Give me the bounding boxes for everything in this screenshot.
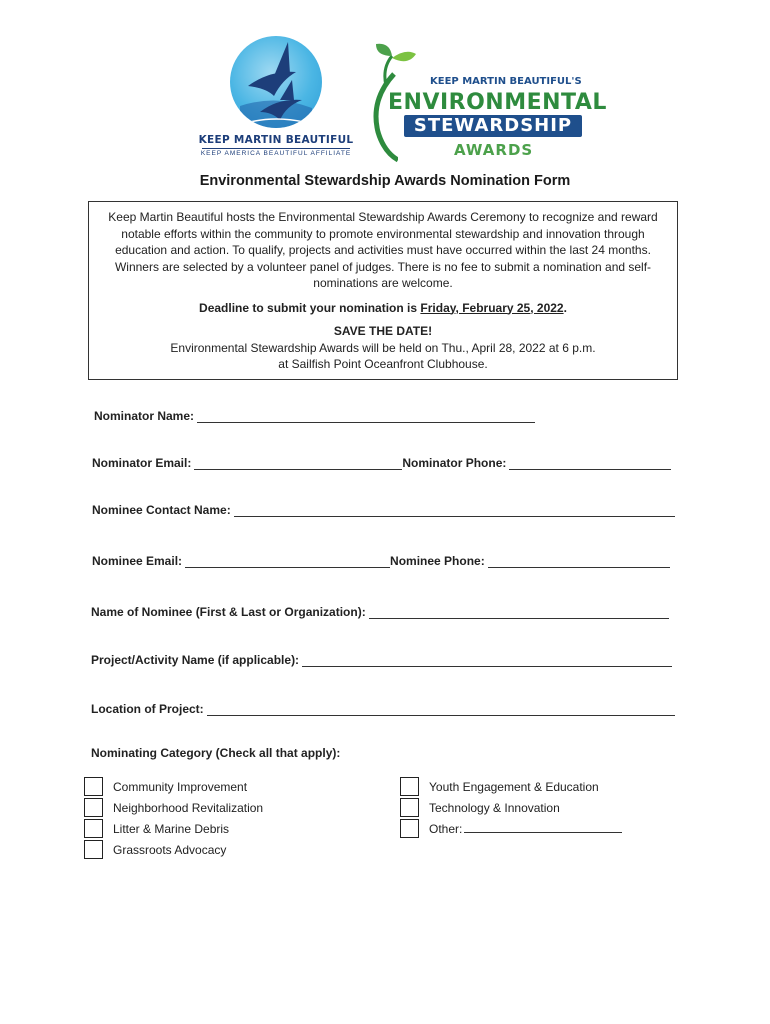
kmb-logo-rule xyxy=(202,148,350,149)
sailfish-circle-icon xyxy=(230,36,322,128)
nominator-email-input[interactable] xyxy=(194,457,402,470)
category-option-label: Neighborhood Revitalization xyxy=(113,800,264,815)
awards-logo-top: KEEP MARTIN BEAUTIFUL'S xyxy=(430,76,582,87)
location-input[interactable] xyxy=(207,703,675,716)
intro-text: Keep Martin Beautiful hosts the Environmental Stewardship Awards Ceremony to recognize and reward notable efforts within the community to promote environmental stewardship and innovation through education and action. To qualify, projects and activities must have occurred within the last 24 months. Winners are selected by a volunteer panel of judges. There is no fee to submit a nomination and self-nominations are welcome. xyxy=(108,210,658,290)
nominator-name-input[interactable] xyxy=(197,410,535,423)
nominee-name-field[interactable] xyxy=(91,605,669,619)
category-option-label: Grassroots Advocacy xyxy=(113,842,227,857)
category-option-label: Other: xyxy=(429,822,463,836)
nominee-email-input[interactable] xyxy=(185,555,390,568)
keep-martin-beautiful-logo xyxy=(196,34,356,164)
save-the-date-line-1: Environmental Stewardship Awards will be held on Thu., April 28, 2022 at 6 p.m. xyxy=(170,340,596,355)
location-label: Location of Project: xyxy=(91,702,204,716)
deadline-text xyxy=(103,300,663,317)
nominee-email-label: Nominee Email: xyxy=(92,554,183,568)
swoosh-icon xyxy=(368,70,398,164)
location-field[interactable] xyxy=(91,702,675,716)
category-checkbox[interactable] xyxy=(84,777,103,796)
form-title: Environmental Stewardship Awards Nomination Form xyxy=(199,173,571,189)
category-option-label: Technology & Innovation xyxy=(429,800,560,815)
save-the-date-title: SAVE THE DATE! xyxy=(333,324,433,338)
category-checkbox[interactable] xyxy=(84,798,103,817)
nominee-contact-input[interactable] xyxy=(234,504,675,517)
category-option-label: Community Improvement xyxy=(113,779,248,794)
project-name-field[interactable] xyxy=(91,653,672,667)
category-checkbox[interactable] xyxy=(400,798,419,817)
nominator-name-label: Nominator Name: xyxy=(94,409,195,423)
save-the-date-line-2: at Sailfish Point Oceanfront Clubhouse. xyxy=(278,357,488,371)
category-label: Nominating Category (Check all that apply): xyxy=(91,746,341,760)
category-option[interactable] xyxy=(84,777,247,796)
nominee-phone-field[interactable] xyxy=(390,554,670,568)
awards-logo-stewardship: STEWARDSHIP xyxy=(413,115,573,136)
stewardship-awards-logo xyxy=(368,42,608,164)
category-option-other[interactable] xyxy=(400,819,622,838)
nominator-email-label: Nominator Email: xyxy=(92,456,192,470)
nominator-phone-label: Nominator Phone: xyxy=(402,456,507,470)
category-option[interactable] xyxy=(84,798,263,817)
nominator-email-field[interactable] xyxy=(92,456,402,470)
deadline-date: Friday, February 25, 2022 xyxy=(420,300,564,315)
nominee-contact-field[interactable] xyxy=(92,503,675,517)
project-name-label: Project/Activity Name (if applicable): xyxy=(91,653,300,667)
nominator-name-field[interactable] xyxy=(94,409,535,423)
kmb-logo-subtitle: KEEP AMERICA BEAUTIFUL AFFILIATE xyxy=(200,150,352,157)
category-option[interactable] xyxy=(84,840,226,859)
awards-logo-band xyxy=(404,115,582,137)
deadline-suffix: . xyxy=(563,300,567,315)
project-name-input[interactable] xyxy=(302,654,672,667)
category-option-label: Youth Engagement & Education xyxy=(429,779,599,794)
awards-logo-awards: AWARDS xyxy=(454,141,534,159)
nominator-phone-field[interactable] xyxy=(402,456,671,470)
nominee-phone-label: Nominee Phone: xyxy=(390,554,485,568)
nominee-contact-row xyxy=(92,554,670,568)
nominee-phone-input[interactable] xyxy=(488,555,670,568)
other-category-input[interactable] xyxy=(464,821,622,833)
category-checkbox[interactable] xyxy=(84,819,103,838)
category-option[interactable] xyxy=(400,777,599,796)
kmb-logo-name: KEEP MARTIN BEAUTIFUL xyxy=(198,134,354,146)
category-option[interactable] xyxy=(400,798,560,817)
awards-logo-environmental: ENVIRONMENTAL xyxy=(388,90,607,115)
category-checkbox[interactable] xyxy=(84,840,103,859)
nominee-name-label: Name of Nominee (First & Last or Organization): xyxy=(91,605,366,619)
category-option[interactable] xyxy=(84,819,229,838)
nominator-contact-row xyxy=(92,456,671,470)
nominee-name-input[interactable] xyxy=(369,606,669,619)
intro-box xyxy=(88,201,678,380)
category-other-wrap xyxy=(429,821,622,836)
nominator-phone-input[interactable] xyxy=(509,457,671,470)
category-checkbox[interactable] xyxy=(400,819,419,838)
category-checkbox[interactable] xyxy=(400,777,419,796)
deadline-prefix: Deadline to submit your nomination is xyxy=(199,300,421,315)
nominee-email-field[interactable] xyxy=(92,554,390,568)
category-option-label: Litter & Marine Debris xyxy=(113,821,230,836)
nominee-contact-label: Nominee Contact Name: xyxy=(92,503,231,517)
